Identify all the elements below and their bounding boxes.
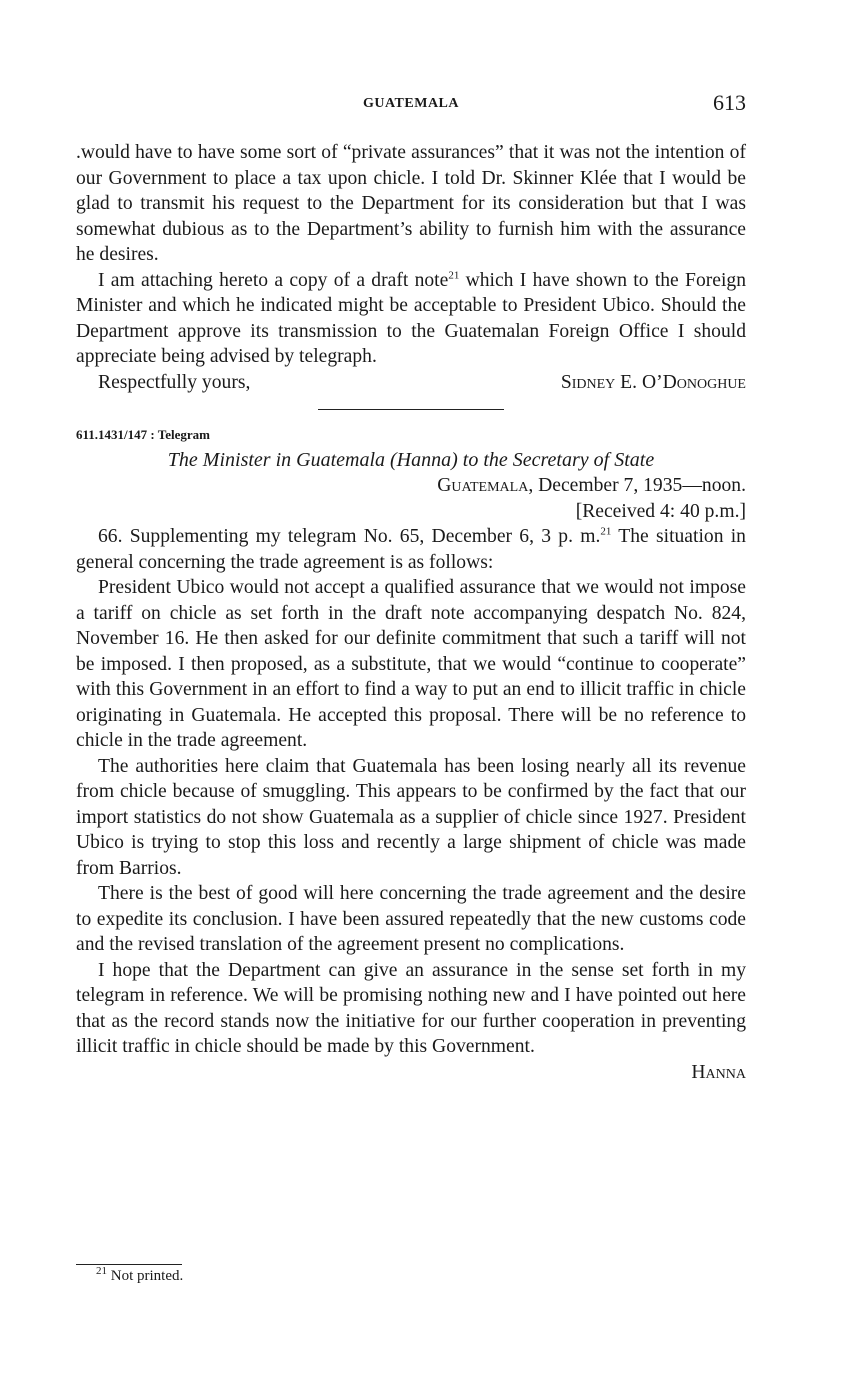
- dateline: [76, 473, 746, 499]
- section-divider: [318, 409, 504, 410]
- letter-signature: Sidney E. O’Donoghue: [560, 371, 746, 393]
- running-head: GUATEMALA: [362, 96, 460, 111]
- telegram-paragraph-4: There is the best of good will here concerning the trade agreement and the desire to expedite its conclusion. I have been assured repeatedly that the new customs code and the revised translation of the agreement present no complications.: [76, 883, 746, 955]
- footnote: [96, 1265, 184, 1285]
- file-reference: 611.1431/147 : Telegram: [76, 427, 210, 442]
- telegram-paragraph-3: The authorities here claim that Guatemala has been losing nearly all its revenue from chicle because of smuggling. This appears to be confirmed by the fact that our import statistics do not show Guatemala as a supplier of chicle since 1927. President Ubico is trying to stop this loss and recently a large shipment of chicle was made from Barrios.: [76, 755, 746, 879]
- letter-paragraph-2-rest: which I have shown to the Foreign Minister and which he indicated might be acceptable to President Ubico. Should the Department approve its transmission to the Guatemalan Foreign Office I should appreciate being advised by telegraph.: [76, 269, 746, 367]
- letter-closing: [76, 370, 746, 396]
- received-note: [Received 4: 40 p.m.]: [575, 500, 746, 522]
- letter-paragraph-2-text: I am attaching hereto a copy of a draft note: [98, 269, 449, 291]
- telegram-paragraph-1: [76, 524, 746, 575]
- telegram-paragraph-2: President Ubico would not accept a qualified assurance that we would not impose a tariff on chicle as set forth in the draft note accompanying despatch No. 824, November 16. He then asked for our definite commitment that such a tariff will not be imposed. I then proposed, as a substitute, that we would “continue to cooperate” with this Government in an effort to find a way to put an end to illicit traffic in chicle originating in Guatemala. He accepted this proposal. There will be no reference to chicle in the trade agreement.: [76, 577, 746, 751]
- dateline-date: , December 7, 1935—noon.: [528, 475, 746, 496]
- closing-phrase: Respectfully yours,: [98, 371, 251, 393]
- telegram-signature: Hanna: [691, 1061, 746, 1083]
- telegram-paragraph-1-text: 66. Supplementing my telegram No. 65, December 6, 3 p. m.: [98, 526, 601, 547]
- footnote-rule: [76, 1264, 182, 1265]
- letter-paragraph-1: .would have to have some sort of “private assurances” that it was not the intention of our Government to place a tax upon chicle. I told Dr. Skinner Klée that I would be glad to transmit his request to the Department for its consideration but that I was somewhat dubious as to the Department’s ability to furnish him with the assurance he desires.: [76, 142, 746, 265]
- document-title: The Minister in Guatemala (Hanna) to the Secretary of State: [167, 448, 655, 471]
- page-number: 613: [713, 90, 746, 115]
- footnote-number: 21: [96, 1265, 107, 1277]
- dateline-place: Guatemala: [437, 475, 529, 496]
- letter-paragraph-2: [76, 268, 746, 370]
- footnote-text: Not printed.: [107, 1268, 184, 1284]
- telegram-paragraph-5: I hope that the Department can give an assurance in the sense set forth in my telegram in reference. We will be promising nothing new and I have pointed out here that as the record stands now the initiative for our further cooperation in preventing illicit traffic in chicle should be made by this Government.: [76, 959, 746, 1057]
- telegram-paragraph-1-rest: The situation in general concerning the trade agreement is as follows:: [76, 526, 746, 573]
- footnote-ref: 21: [600, 525, 612, 538]
- footnote-ref: 21: [448, 268, 460, 281]
- body-text: [76, 140, 746, 1085]
